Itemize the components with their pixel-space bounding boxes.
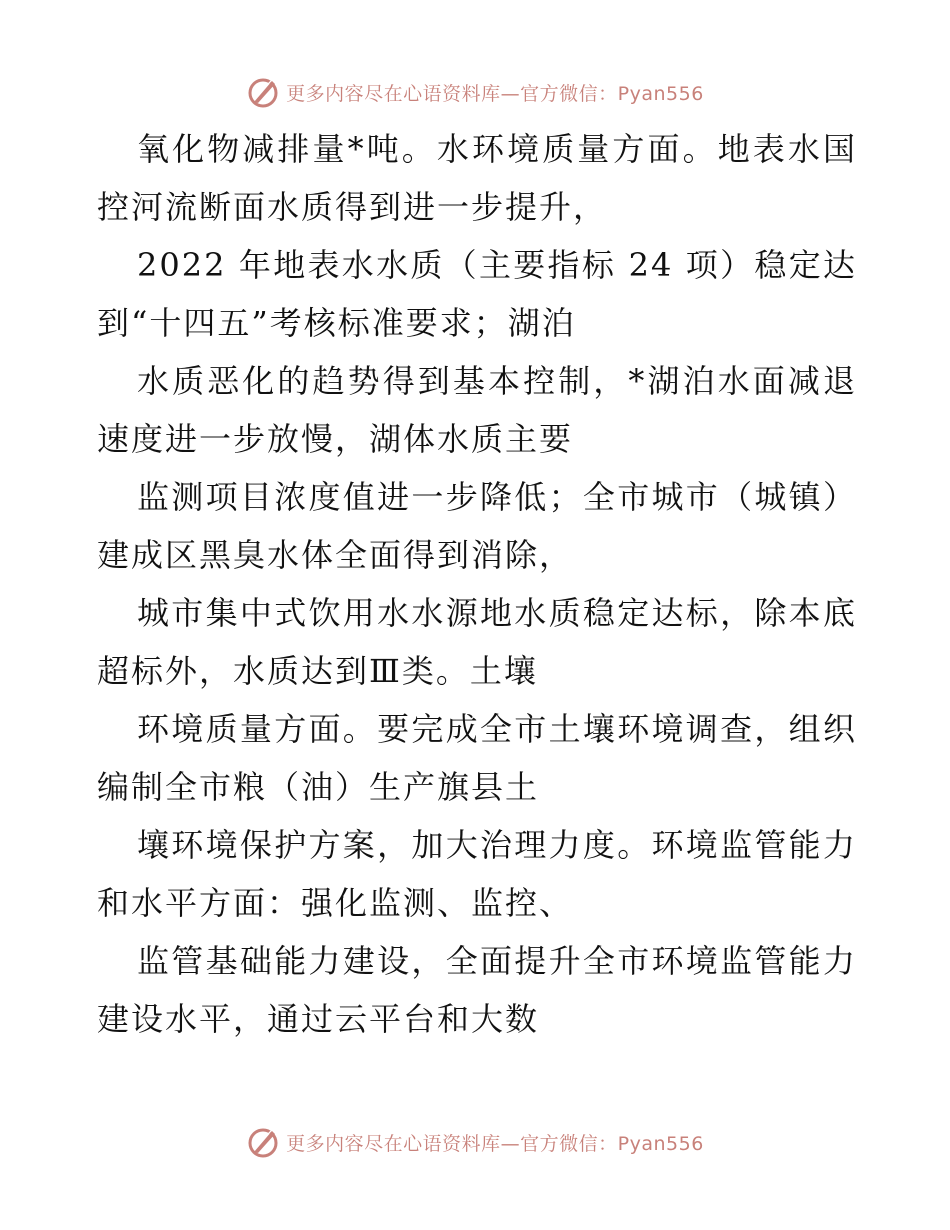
document-body [97,120,857,1048]
paragraph: 环境质量方面。要完成全市土壤环境调查，组织编制全市粮（油）生产旗县土 [97,710,857,806]
watermark-text: 更多内容尽在心语资料库—官方微信：Pyan556 [286,82,704,105]
footer-watermark [0,1122,950,1162]
paragraph: 氧化物减排量*吨。水环境质量方面。地表水国控河流断面水质得到进一步提升， [97,130,857,226]
paragraph: 监测项目浓度值进一步降低；全市城市（城镇）建成区黑臭水体全面得到消除， [97,478,857,574]
paragraph: 2022 年地表水水质（主要指标 24 项）稳定达到“十四五”考核标准要求；湖泊 [97,246,857,342]
quill-pen-circle-icon [246,75,280,109]
header-watermark [0,72,950,112]
quill-pen-circle-icon [246,1125,280,1159]
paragraph: 城市集中式饮用水水源地水质稳定达标，除本底超标外，水质达到Ⅲ类。土壤 [97,594,857,690]
paragraph: 水质恶化的趋势得到基本控制，*湖泊水面减退速度进一步放慢，湖体水质主要 [97,362,857,458]
watermark-text: 更多内容尽在心语资料库—官方微信：Pyan556 [286,1132,704,1155]
paragraph: 壤环境保护方案，加大治理力度。环境监管能力和水平方面：强化监测、监控、 [97,826,857,922]
paragraph: 监管基础能力建设，全面提升全市环境监管能力建设水平，通过云平台和大数 [97,942,857,1038]
